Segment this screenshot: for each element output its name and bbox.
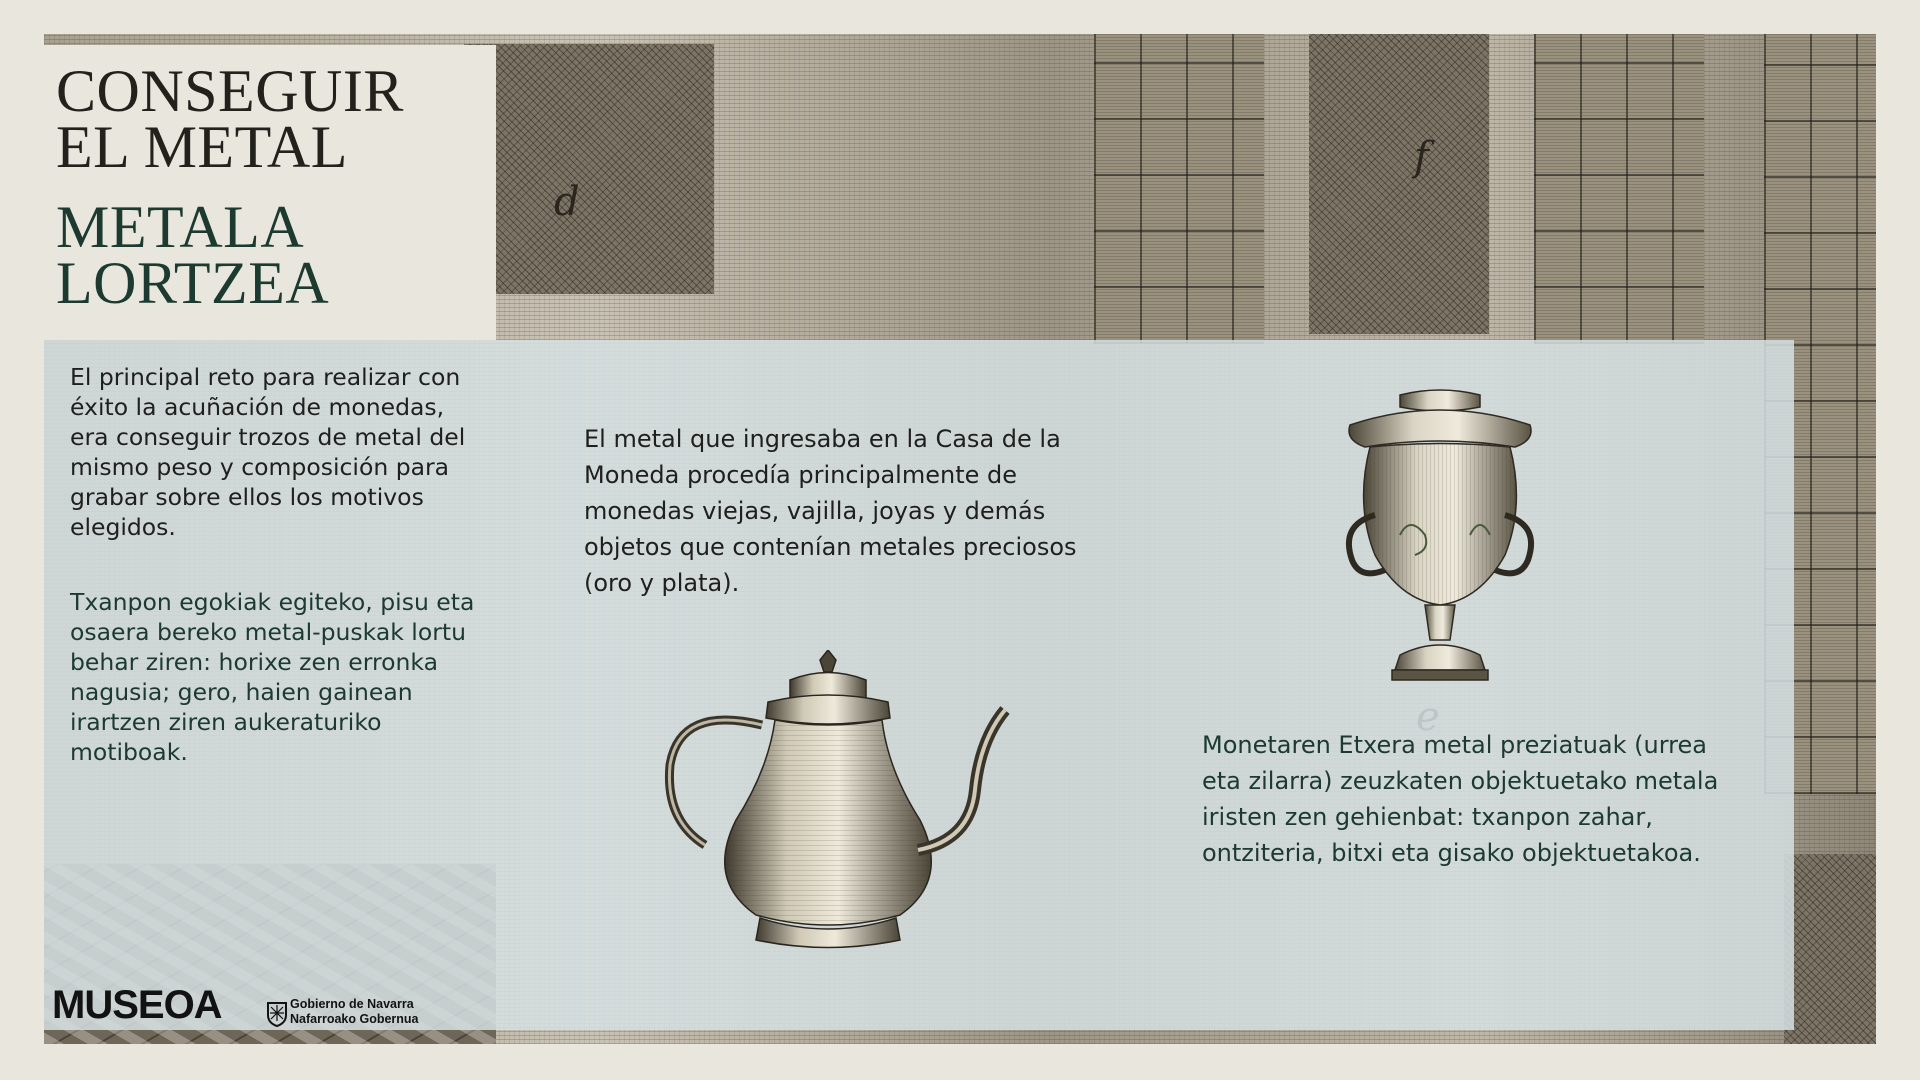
engraving-letter-f: f (1414, 134, 1429, 180)
engraving-window-right (1534, 34, 1704, 344)
engraving-doorway (1309, 34, 1489, 334)
gobierno-navarra-line2: Nafarroako Gobernua (290, 1012, 419, 1026)
title-basque (56, 194, 496, 316)
gobierno-navarra-logo (290, 997, 419, 1027)
intro-text-spanish: El principal reto para realizar con éxito la acuñación de monedas, era conseguir trozos de metal del mismo peso y composición para grabar sobre ellos los motivos elegidos. (70, 363, 466, 541)
metal-source-text-basque: Monetaren Etxera metal preziatuak (urrea eta zilarra) zeuzkaten objektuetako metala iristen zen gehienbat: txanpon zahar, ontziteria, bitxi eta gisako objektuetakoa. (1202, 731, 1719, 867)
teapot-illustration (650, 650, 1040, 970)
engraving-furnace (464, 44, 714, 294)
logos-bar (44, 975, 496, 1035)
intro-text-basque: Txanpon egokiak egiteko, pisu eta osaera bereko metal-puskak lortu behar ziren: horixe zen erronka nagusia; gero, haien gainean irartzen ziren aukeraturiko motiboak. (70, 588, 475, 766)
title-spanish-line1: CONSEGUIR (56, 58, 404, 124)
engraving-floor-right (1784, 854, 1876, 1044)
metal-source-text-spanish: El metal que ingresaba en la Casa de la Moneda procedía principalmente de monedas viejas, vajilla, joyas y demás objetos que contenían metales preciosos (oro y plata). (584, 425, 1077, 597)
urn-illustration (1330, 385, 1550, 690)
title-panel (44, 45, 496, 340)
engraving-window-left (1094, 34, 1264, 344)
title-basque-line2: LORTZEA (56, 250, 330, 316)
title-basque-line1: METALA (56, 194, 305, 260)
title-spanish (56, 58, 496, 180)
engraving-letter-d: d (554, 179, 580, 225)
museoa-logo: MUSEOA (52, 983, 222, 1027)
gobierno-navarra-line1: Gobierno de Navarra (290, 997, 414, 1011)
title-spanish-line2: EL METAL (56, 114, 348, 180)
gobierno-navarra-shield-icon (266, 999, 288, 1027)
